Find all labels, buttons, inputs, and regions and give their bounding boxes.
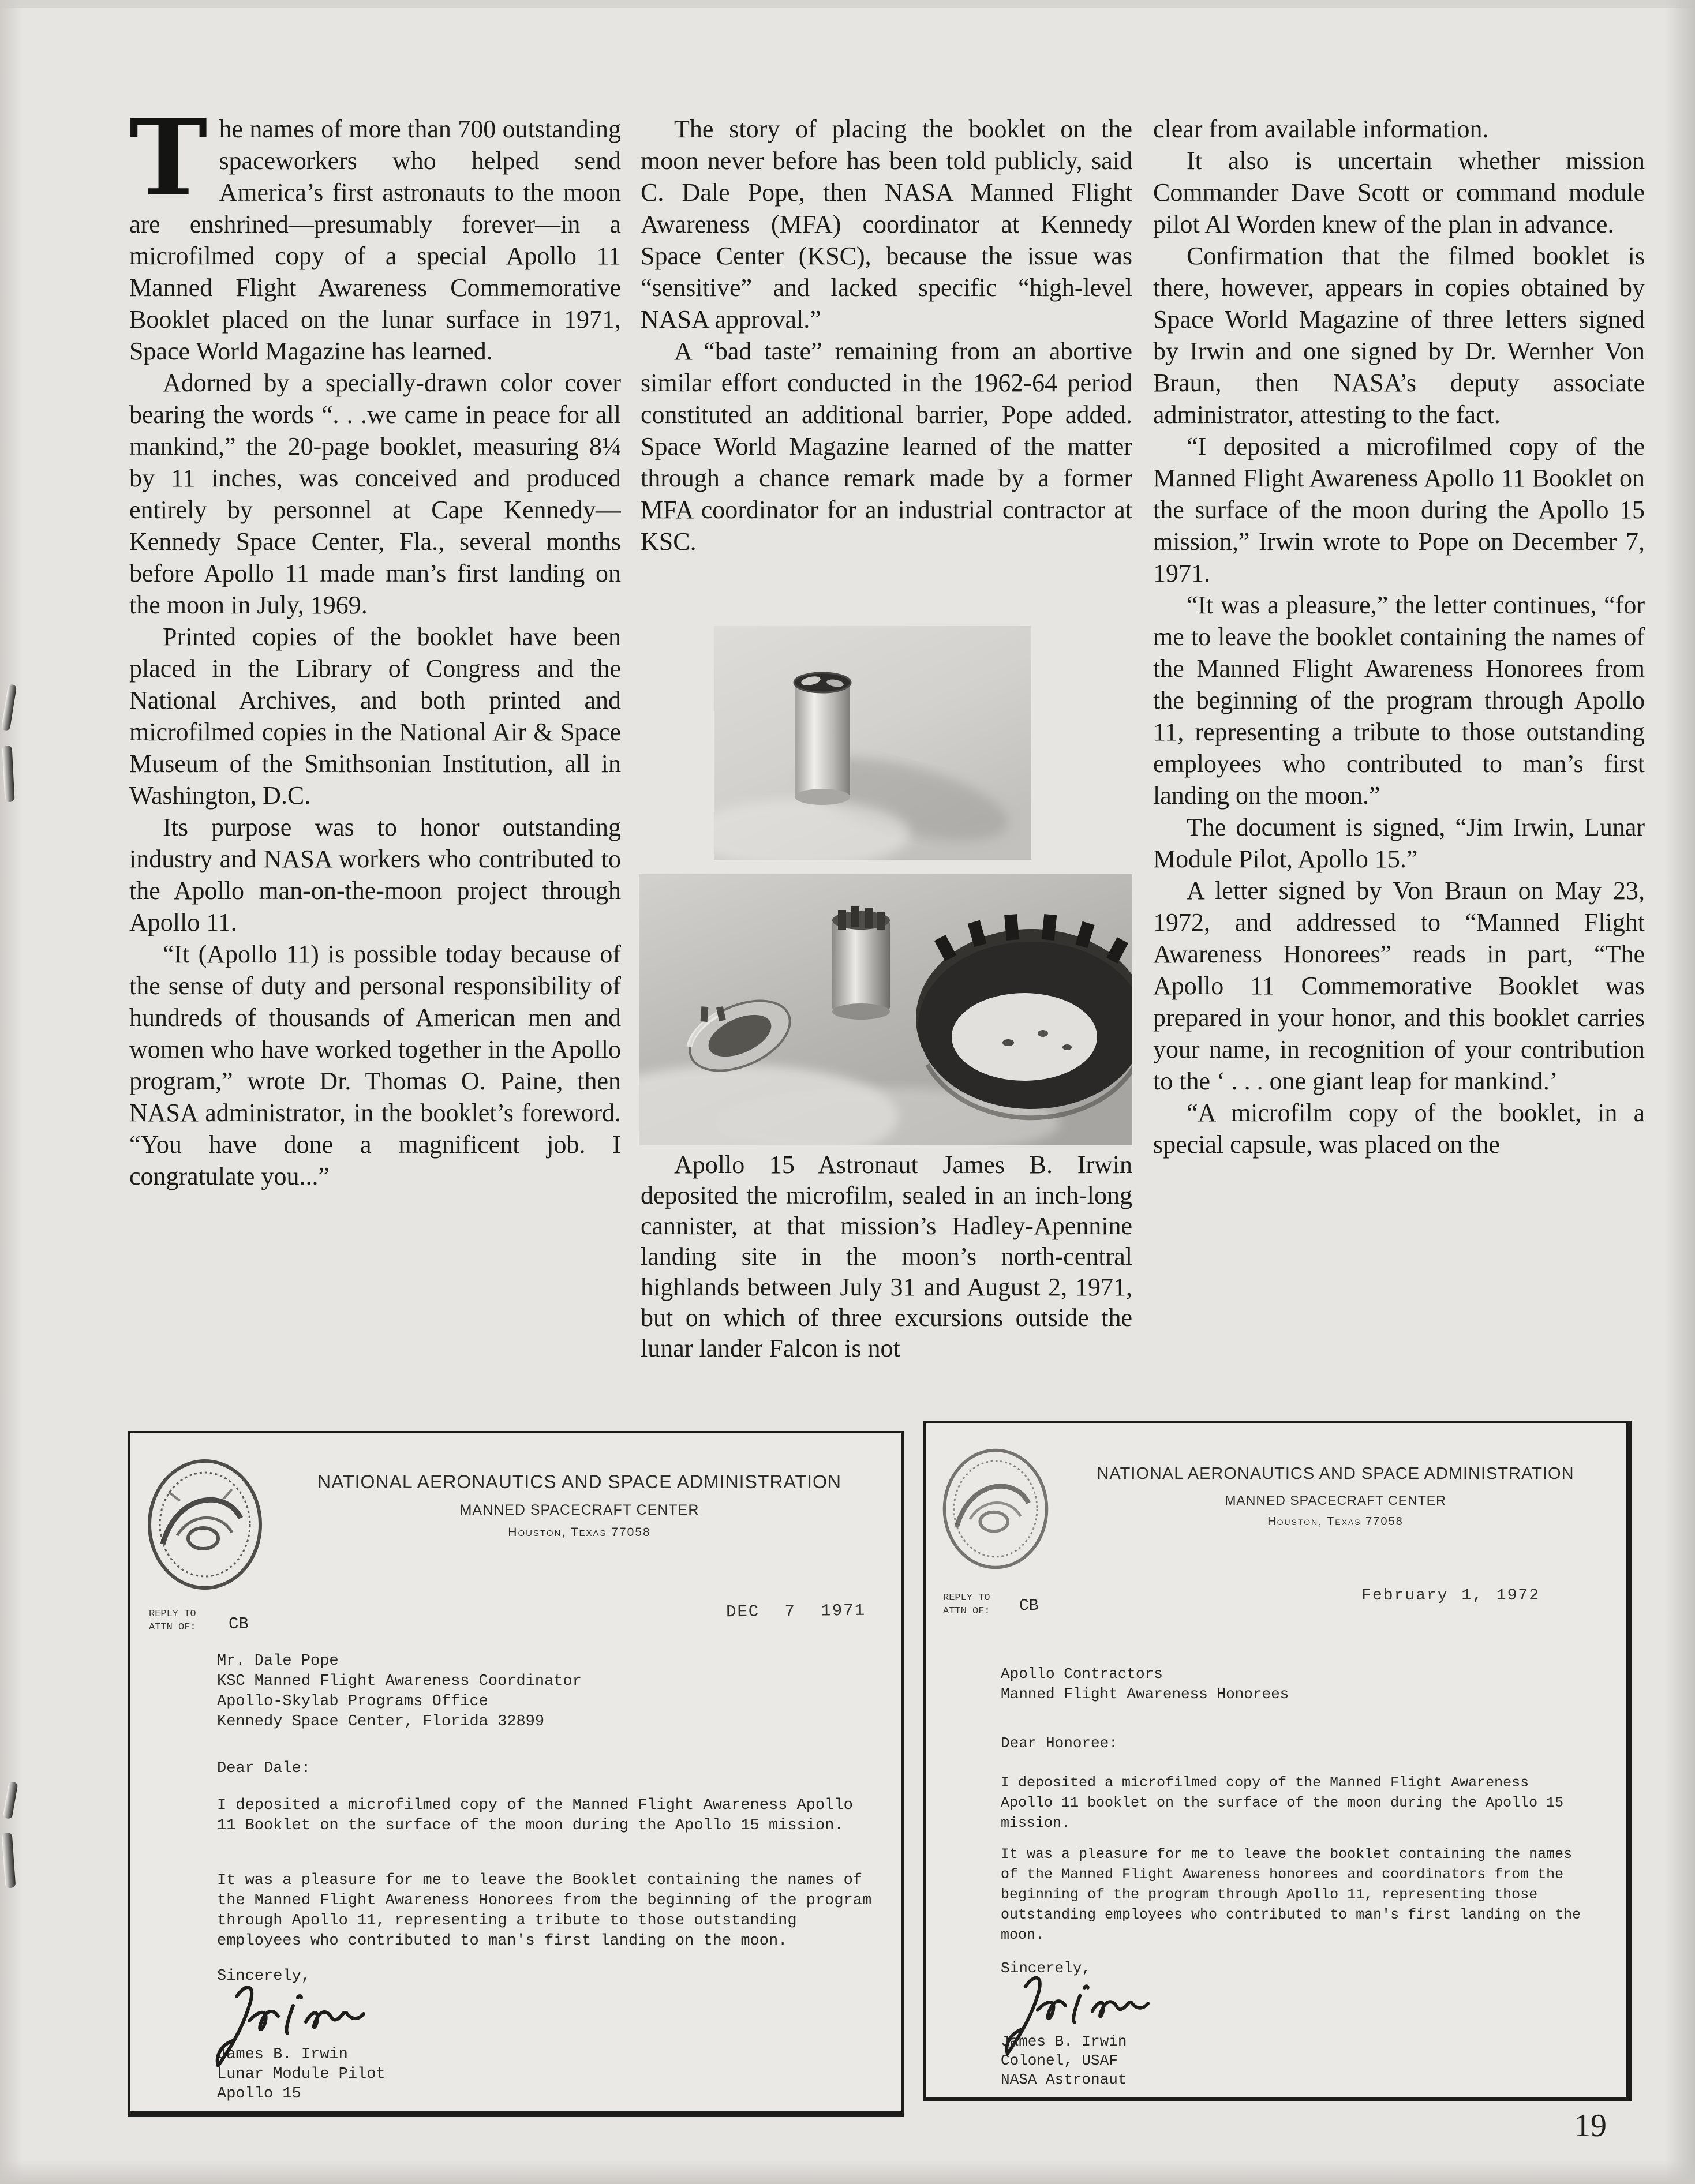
paragraph: “I deposited a microfilmed copy of the Manned Flight Awareness Apollo 11 Booklet on the surface of the moon during the Apollo 15 mission,” Irwin wrote to Pope on December 7, 1971. [1153, 432, 1645, 587]
letterhead-center: MANNED SPACECRAFT CENTER [1225, 1493, 1446, 1508]
paragraph: The document is signed, “Jim Irwin, Lunar Module Pilot, Apollo 15.” [1153, 813, 1645, 873]
reply-to-label: REPLY TO ATTN OF: [149, 1609, 196, 1633]
letter-paragraph: It was a pleasure for me to leave the booklet containing the names of the Manned Flight Awareness honorees and coordinators from the beginning of the program through Apollo 11, representing those outstanding employees who contributed to man's first landing on the moon. [1001, 1846, 1581, 1943]
letterhead-city: Houston, Texas 77058 [1267, 1515, 1404, 1528]
reply-to-label: REPLY TO ATTN OF: [943, 1593, 990, 1617]
letter-paragraph: I deposited a microfilmed copy of the Manned Flight Awareness Apollo 11 booklet on the surface of the moon during the Apollo 15 mission. [1001, 1774, 1564, 1831]
paragraph: “It was a pleasure,” the letter continues, “for me to leave the booklet containing the names of the Manned Flight Awareness Honorees from the beginning of the program through Apollo 11, representing a tribute to those outstanding employees who contributed to man’s first landing on the moon.” [1153, 591, 1645, 810]
paragraph: Adorned by a specially-drawn color cover bearing the words “. . .we came in peace for all mankind,” the 20-page booklet, measuring 8¼ by 11 inches, was conceived and produced entirely by personnel at Cape Kennedy—Kennedy Space Center, Fla., several months before Apollo 11 made man’s first landing on the moon in July, 1969. [129, 369, 621, 619]
scan-edge-top [0, 0, 1695, 8]
paragraph: Printed copies of the booklet have been placed in the Library of Congress and the National Archives, and both printed and microfilmed copies in the National Air & Space Museum of the Smithsonian Institution, all in Washington, D.C. [129, 623, 621, 810]
paragraph-text: he names of more than 700 outstanding spaceworkers who helped send America’s first astronauts to the moon are enshrined—presumably forever—in a microfilmed copy of a special Apollo 11 Manned Flight Awareness Commemorative Booklet placed on the lunar surface in 1971, Space World Magazine has learned. [129, 115, 621, 365]
letterhead-agency: NATIONAL AERONAUTICS AND SPACE ADMINISTRATION [317, 1471, 841, 1492]
article-column-2 [641, 113, 1132, 631]
letterhead [275, 1471, 884, 1539]
recipient-address: Apollo Contractors Manned Flight Awareness Honorees [1001, 1665, 1289, 1703]
paragraph: A “bad taste” remaining from an abortive similar effort conducted in the 1962-64 period constituted an additional barrier, Pope added. Space World Magazine learned of the matter through a chance remark made by a former MFA coordinator for an industrial contractor at KSC. [641, 337, 1132, 556]
letterhead-city: Houston, Texas 77058 [508, 1526, 651, 1539]
salutation: Dear Dale: [217, 1760, 311, 1777]
letter-paragraph: It was a pleasure for me to leave the Booklet containing the names of the Manned Flight Awareness Honorees from the beginning of the program through Apollo 11, representing a tribute to those outstanding employees who contributed to man's first landing on the moon. [217, 1872, 872, 1950]
paragraph: Apollo 15 Astronaut James B. Irwin deposited the microfilm, sealed in an inch-long cannister, at that mission’s Hadley-Apennine landing site in the moon’s north-central highlands between July 31 and August 2, 1971, but on which of three excursions outside the lunar lander Falcon is not [641, 1151, 1132, 1362]
photo-caption [641, 1149, 1132, 1421]
closing: Sincerely, [1001, 1960, 1091, 1977]
letterhead-center: MANNED SPACECRAFT CENTER [459, 1502, 699, 1518]
letterhead [1058, 1464, 1612, 1529]
salutation: Dear Honoree: [1001, 1735, 1118, 1752]
staple [0, 1777, 29, 1910]
date-stamp: DEC 7 1971 [725, 1601, 866, 1622]
photo-capsule-components [639, 874, 1132, 1145]
paragraph: clear from available information. [1153, 115, 1489, 143]
date-line: February 1, 1972 [1361, 1587, 1540, 1605]
photo-microfilm-canister [714, 626, 1031, 860]
letterhead-agency: NATIONAL AERONAUTICS AND SPACE ADMINISTRATION [1097, 1464, 1574, 1483]
page-number: 19 [1574, 2108, 1607, 2144]
signature-block: James B. Irwin Colonel, USAF NASA Astronaut [1001, 2033, 1127, 2088]
letter-irwin-to-pope [128, 1431, 904, 2117]
paragraph: A letter signed by Von Braun on May 23, 1972, and addressed to “Manned Flight Awareness Honorees” reads in part, “The Apollo 11 Commemorative Booklet was prepared in your honor, and this booklet carries your name, in recognition of your contribution to the ‘ . . . one giant leap for mankind.’ [1153, 876, 1645, 1095]
nasa-seal-icon [145, 1458, 264, 1591]
staple [0, 681, 29, 814]
scan-edge-right [1665, 0, 1695, 2184]
scan-edge-bottom [0, 2160, 1695, 2184]
paragraph [129, 113, 621, 367]
paragraph: “A microfilm copy of the booklet, in a special capsule, was placed on the [1153, 1099, 1645, 1159]
letter-paragraph: I deposited a microfilmed copy of the Manned Flight Awareness Apollo 11 Booklet on the surface of the moon during the Apollo 15 mission. [217, 1797, 853, 1834]
letter-irwin-to-honorees [923, 1421, 1632, 2101]
attn-code: CB [229, 1614, 249, 1634]
paragraph: The story of placing the booklet on the moon never before has been told publicly, said C. Dale Pope, then NASA Manned Flight Awareness (MFA) coordinator at Kennedy Space Center (KSC), because the issue was “sensitive” and lacked specific “high-level NASA approval.” [641, 115, 1132, 334]
paragraph: “It (Apollo 11) is possible today because of the sense of duty and personal responsibility of hundreds of thousands of American men and women who have worked together in the Apollo program,” wrote Dr. Thomas O. Paine, then NASA administrator, in the booklet’s foreword. “You have done a magnificent job. I congratulate you...” [129, 940, 621, 1190]
paragraph: Its purpose was to honor outstanding industry and NASA workers who contributed to the Apollo man-on-the-moon project through Apollo 11. [129, 813, 621, 936]
article-column-1 [129, 113, 621, 1423]
attn-code: CB [1019, 1597, 1039, 1615]
nasa-seal-icon [941, 1447, 1050, 1571]
article-column-3 [1153, 113, 1645, 1423]
signature-block: James B. Irwin Lunar Module Pilot Apollo 15 [217, 2046, 386, 2103]
closing: Sincerely, [217, 1968, 311, 1985]
recipient-address: Mr. Dale Pope KSC Manned Flight Awareness Coordinator Apollo-Skylab Programs Office Kennedy Space Center, Florida 32899 [217, 1653, 582, 1730]
drop-cap: T [129, 113, 208, 219]
paragraph: Confirmation that the filmed booklet is there, however, appears in copies obtained by Space World Magazine of three letters signed by Irwin and one signed by Dr. Wernher Von Braun, then NASA’s deputy associate administrator, attesting to the fact. [1153, 242, 1645, 429]
paragraph: It also is uncertain whether mission Commander Dave Scott or command module pilot Al Worden knew of the plan in advance. [1153, 147, 1645, 238]
